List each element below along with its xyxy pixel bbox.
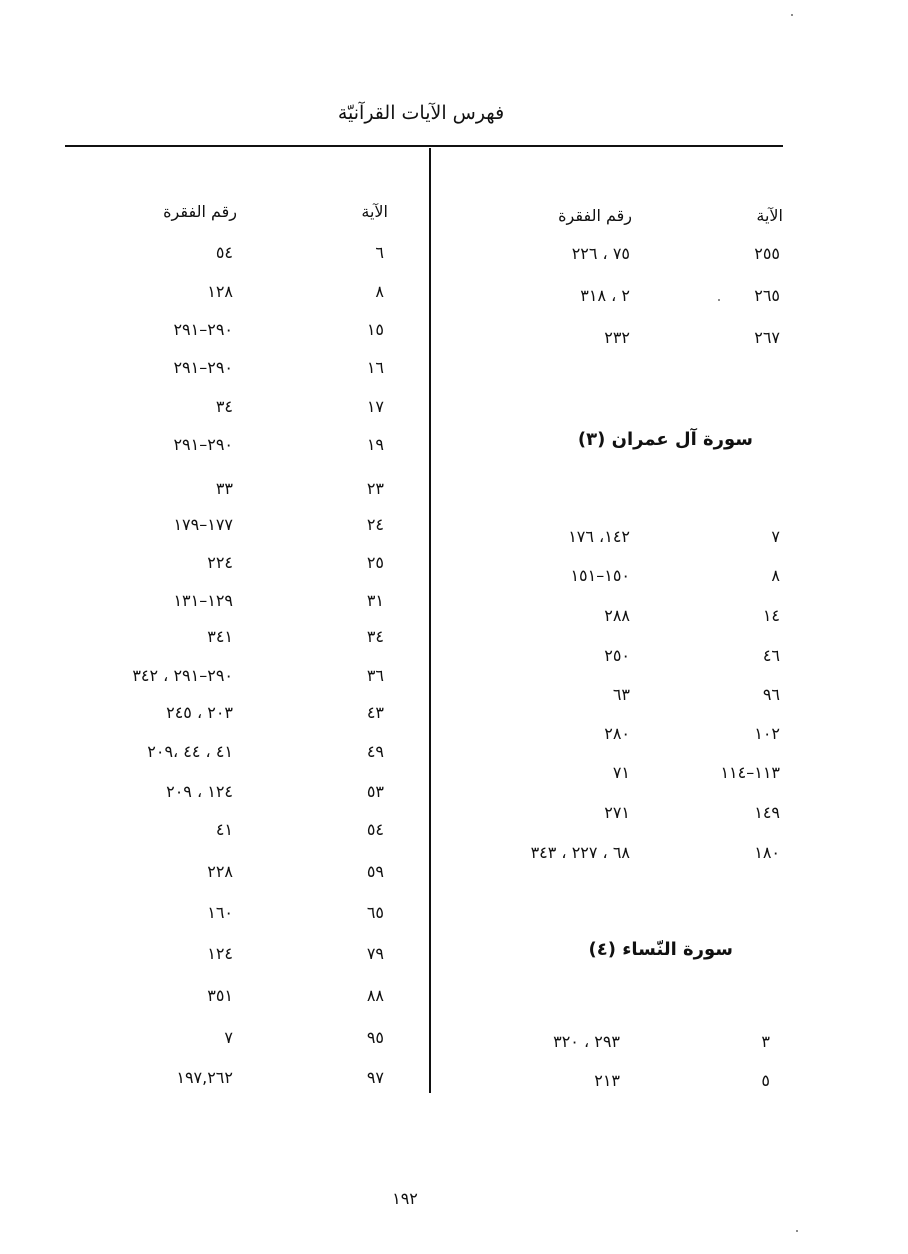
right-aya-cell: ٢٥٥ [754, 244, 780, 263]
left-aya-cell: ٩٧ [366, 1068, 384, 1087]
left-aya-cell: ٧٩ [366, 944, 384, 963]
left-paragraph-cell: ٢٩٠–٢٩١ ، ٣٤٢ [132, 666, 233, 685]
left-aya-cell: ٤٣ [366, 703, 384, 722]
right-aya-cell: ٤٦ [762, 646, 780, 665]
left-aya-cell: ٨٨ [366, 986, 384, 1005]
left-paragraph-cell: ٤١ ، ٤٤ ،٢٠٩ [147, 742, 233, 761]
right-paragraph-cell: ٢٣٢ [604, 328, 630, 347]
right-aya-cell: ٥ [761, 1071, 770, 1090]
left-paragraph-cell: ١٦٠ [207, 903, 233, 922]
left-paragraph-cell: ١٢٨ [207, 282, 233, 301]
scan-speck [718, 299, 720, 301]
page-number: ١٩٢ [392, 1189, 418, 1208]
left-aya-cell: ٩٥ [366, 1028, 384, 1047]
left-paragraph-cell: ٢٩٠–٢٩١ [173, 320, 233, 339]
left-paragraph-cell: ١٩٧,٢٦٢ [176, 1068, 233, 1087]
left-aya-cell: ٥٤ [366, 820, 384, 839]
header-rule [65, 145, 783, 147]
left-aya-heading: الآية [361, 202, 388, 221]
right-paragraph-cell: ٢٩٣ ، ٣٢٠ [553, 1032, 620, 1051]
left-paragraph-cell: ١٢٤ ، ٢٠٩ [166, 782, 233, 801]
scan-speck [796, 1230, 798, 1232]
left-aya-cell: ٤٩ [366, 742, 384, 761]
right-paragraph-cell: ٢٨٠ [604, 724, 630, 743]
right-paragraph-cell: ٦٨ ، ٢٢٧ ، ٣٤٣ [530, 843, 630, 862]
left-paragraph-cell: ٢٠٣ ، ٢٤٥ [166, 703, 233, 722]
surah-heading-an-nisa: سورة النّساء (٤) [588, 939, 733, 960]
left-aya-cell: ١٥ [366, 320, 384, 339]
right-aya-cell: ٢٦٥ [754, 286, 780, 305]
right-aya-cell: ١٠٢ [754, 724, 780, 743]
left-aya-cell: ٦٥ [366, 903, 384, 922]
left-aya-cell: ٢٤ [366, 515, 384, 534]
right-aya-cell: ١٨٠ [754, 843, 780, 862]
right-aya-cell: ٨ [771, 566, 780, 585]
left-aya-cell: ٣٤ [366, 627, 384, 646]
left-aya-cell: ٢٣ [366, 479, 384, 498]
left-paragraph-cell: ٣٥١ [207, 986, 233, 1005]
left-paragraph-cell: ١٢٤ [207, 944, 233, 963]
left-aya-cell: ٥٣ [366, 782, 384, 801]
left-paragraph-cell: ٣٤ [215, 397, 233, 416]
left-paragraph-cell: ٧ [224, 1028, 233, 1047]
left-aya-cell: ١٧ [366, 397, 384, 416]
right-paragraph-cell: ٧٥ ، ٢٢٦ [571, 244, 630, 263]
right-aya-cell: ١٤٩ [754, 803, 780, 822]
right-paragraph-cell: ٢١٣ [594, 1071, 620, 1090]
right-paragraph-cell: ٧١ [612, 763, 630, 782]
left-paragraph-heading: رقم الفقرة [163, 202, 237, 221]
left-paragraph-cell: ٤١ [215, 820, 233, 839]
left-paragraph-cell: ٥٤ [215, 243, 233, 262]
right-aya-cell: ٧ [771, 527, 780, 546]
left-paragraph-cell: ٣٣ [215, 479, 233, 498]
left-aya-cell: ١٦ [366, 358, 384, 377]
left-paragraph-cell: ٢٢٤ [207, 553, 233, 572]
left-paragraph-cell: ١٢٩–١٣١ [173, 591, 233, 610]
scan-speck [791, 14, 793, 16]
surah-heading-al-imran: سورة آل عمران (٣) [577, 429, 753, 450]
left-paragraph-cell: ٢٩٠–٢٩١ [173, 358, 233, 377]
left-aya-cell: ١٩ [366, 435, 384, 454]
right-aya-cell: ٢٦٧ [754, 328, 780, 347]
left-paragraph-cell: ٢٢٨ [207, 862, 233, 881]
left-paragraph-cell: ٢٩٠–٢٩١ [173, 435, 233, 454]
right-paragraph-heading: رقم الفقرة [558, 206, 632, 225]
right-paragraph-cell: ٦٣ [612, 685, 630, 704]
column-divider [429, 148, 431, 1093]
left-aya-cell: ٣٦ [366, 666, 384, 685]
right-aya-cell: ٣ [761, 1032, 770, 1051]
left-paragraph-cell: ٣٤١ [207, 627, 233, 646]
page-title: فهرس الآيات القرآنيّة [337, 102, 505, 124]
right-paragraph-cell: ٢ ، ٣١٨ [580, 286, 630, 305]
right-paragraph-cell: ٢٨٨ [604, 606, 630, 625]
right-paragraph-cell: ٢٧١ [604, 803, 630, 822]
left-aya-cell: ٨ [375, 282, 384, 301]
left-aya-cell: ٦ [375, 243, 384, 262]
right-paragraph-cell: ١٤٢، ١٧٦ [568, 527, 630, 546]
right-aya-cell: ١١٣–١١٤ [720, 763, 780, 782]
right-aya-heading: الآية [756, 206, 783, 225]
left-paragraph-cell: ١٧٧–١٧٩ [173, 515, 233, 534]
left-aya-cell: ٥٩ [366, 862, 384, 881]
right-aya-cell: ٩٦ [762, 685, 780, 704]
right-paragraph-cell: ١٥٠–١٥١ [570, 566, 630, 585]
right-paragraph-cell: ٢٥٠ [604, 646, 630, 665]
left-aya-cell: ٣١ [366, 591, 384, 610]
right-aya-cell: ١٤ [762, 606, 780, 625]
left-aya-cell: ٢٥ [366, 553, 384, 572]
